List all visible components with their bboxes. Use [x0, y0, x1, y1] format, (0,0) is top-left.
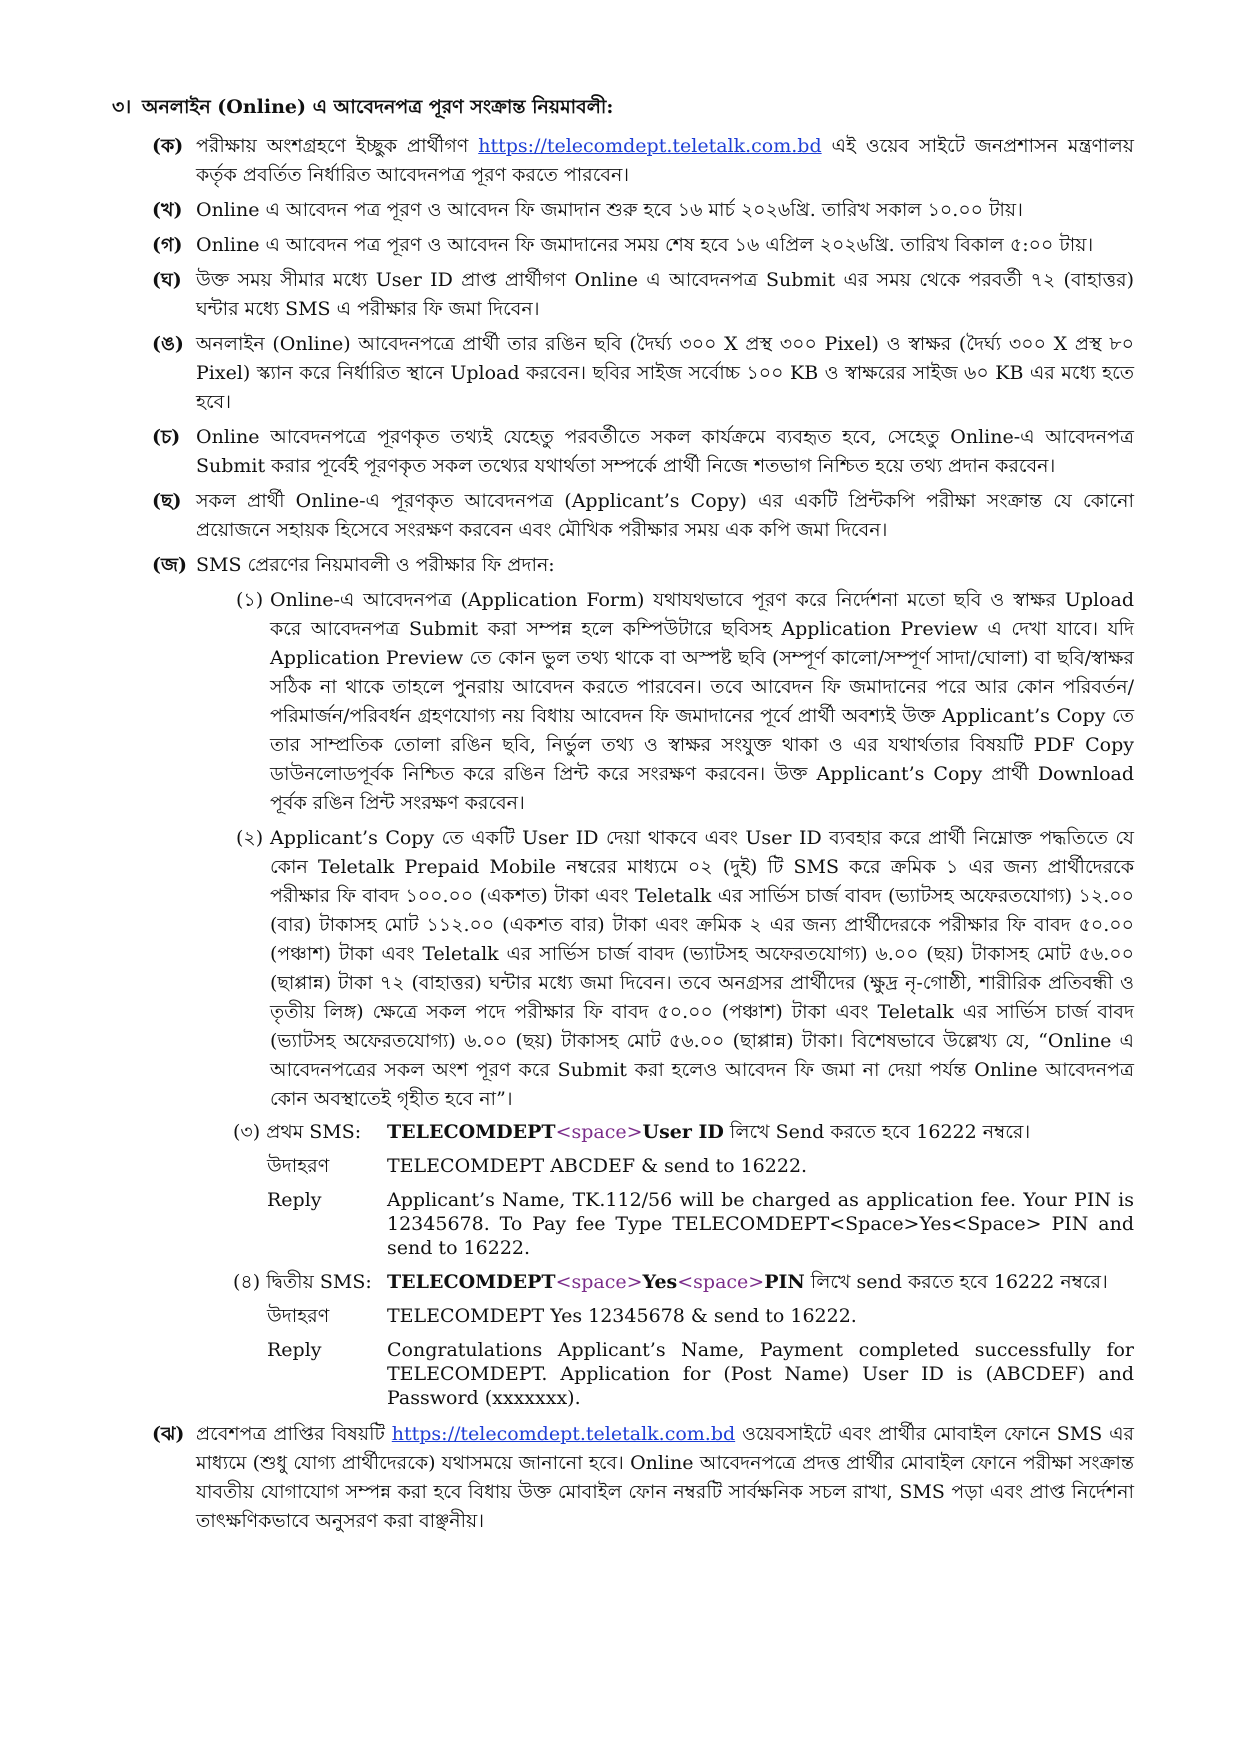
- sms-second-block: [233, 1270, 1134, 1410]
- sub-item-text: Online-এ আবেদনপত্র (Application Form) যথাযথভাবে পূরণ করে নির্দেশনা মতো ছবি ও স্বাক্ষর Upload করে আবেদনপত্র Submit করা সম্পন্ন হলে কম্পিউটারে ছবিসহ Application Preview এ দেখা যাবে। যদি Application Preview তে কোন ভুল তথ্য থাকে বা অস্পষ্ট ছবি (সম্পূর্ণ কালো/সম্পূর্ণ সাদা/ঘোলা) বা ছবি/স্বাক্ষর সঠিক না থাকে তাহলে পুনরায় আবেদন করতে পারবেন। তবে আবেদন ফি জমাদানের পরে আর কোন পরিবর্তন/পরিমার্জন/পরিবর্ধন গ্রহণযোগ্য নয় বিধায় আবেদন ফি জমাদানের পূর্বে প্রার্থী অবশ্যই উক্ত Applicant’s Copy তে তার সাম্প্রতিক তোলা রঙিন ছবি, নির্ভুল তথ্য ও স্বাক্ষর সংযুক্ত থাকা ও এর যথার্থতার বিষয়টি PDF Copy ডাউনলোডপূর্বক নিশ্চিত করে রঙিন প্রিন্ট করে সংরক্ষণ করবেন। উক্ত Applicant’s Copy প্রার্থী Download পূর্বক রঙিন প্রিন্ট সংরক্ষণ করবেন।: [270, 589, 1134, 814]
- item-text: উক্ত সময় সীমার মধ্যে User ID প্রাপ্ত প্রার্থীগণ Online এ আবেদনপত্র Submit এর সময় থেকে পরবর্তী ৭২ (বাহাত্তর) ঘন্টার মধ্যে SMS এ পরীক্ষার ফি জমা দিবেন।: [196, 269, 1134, 320]
- item-marker: (খ): [152, 199, 183, 221]
- list-item-jha: [112, 1420, 1134, 1536]
- sms-second-label: (৪) দ্বিতীয় SMS:: [233, 1271, 372, 1293]
- list-item-ka: [112, 132, 1134, 190]
- list-item-gha: [112, 266, 1134, 324]
- item-text: SMS প্রেরণের নিয়মাবলী ও পরীক্ষার ফি প্রদান:: [196, 554, 555, 576]
- list-item-kha: [112, 196, 1134, 225]
- list-item-chha: [112, 487, 1134, 545]
- sms-second-header: [233, 1270, 1134, 1294]
- reply-text: Congratulations Applicant’s Name, Payment completed successfully for TELECOMDEPT. Application for (Post Name) User ID is (ABCDEF) and Password (xxxxxxx).: [387, 1339, 1134, 1409]
- section-title: অনলাইন (Online) এ আবেদনপত্র পূরণ সংক্রান্ত নিয়মাবলী:: [142, 96, 614, 118]
- teletalk-link[interactable]: https://telecomdept.teletalk.com.bd: [478, 135, 822, 157]
- item-marker: (গ): [152, 234, 183, 256]
- example-text: TELECOMDEPT ABCDEF & send to 16222.: [387, 1155, 808, 1177]
- list-item-ja: [112, 551, 1134, 580]
- item-text: Online আবেদনপত্রে পূরণকৃত তথ্যই যেহেতু পরবর্তীতে সকল কার্যক্রমে ব্যবহৃত হবে, সেহেতু Online-এ আবেদনপত্র Submit করার পূর্বেই পূরণকৃত সকল তথ্যের যথার্থতা সম্পর্কে প্রার্থী নিজে শতভাগ নিশ্চিত হয়ে তথ্য প্রদান করবেন।: [196, 426, 1134, 477]
- item-text: Online এ আবেদন পত্র পূরণ ও আবেদন ফি জমাদানের সময় শেষ হবে ১৬ এপ্রিল ২০২৬খ্রি. তারিখ বিকাল ৫:০০ টায়।: [196, 234, 1094, 256]
- list-item-uma: [112, 330, 1134, 417]
- sub-item-2: [196, 824, 1134, 1114]
- sub-item-text: Applicant’s Copy তে একটি User ID দেয়া থাকবে এবং User ID ব্যবহার করে প্রার্থী নিম্নোক্ত পদ্ধতিতে যে কোন Teletalk Prepaid Mobile নম্বরের মাধ্যমে ০২ (দুই) টি SMS করে ক্রমিক ১ এর জন্য প্রার্থীদেরকে পরীক্ষার ফি বাবদ ১০০.০০ (একশত) টাকা এবং Teletalk এর সার্ভিস চার্জ বাবদ (ভ্যাটসহ অফেরতযোগ্য) ১২.০০ (বার) টাকাসহ মোট ১১২.০০ (একশত বার) টাকা এবং ক্রমিক ২ এর জন্য প্রার্থীদেরকে পরীক্ষার ফি বাবদ ৫০.০০ (পঞ্চাশ) টাকা এবং Teletalk এর সার্ভিস চার্জ বাবদ (ভ্যাটসহ অফেরতযোগ্য) ৬.০০ (ছয়) টাকাসহ মোট ৫৬.০০ (ছাপ্পান্ন) টাকা ৭২ (বাহাত্তর) ঘন্টার মধ্যে জমা দিবেন। তবে অনগ্রসর প্রার্থীদের (ক্ষুদ্র নৃ-গোষ্ঠী, শারীরিক প্রতিবন্ধী ও তৃতীয় লিঙ্গ) ক্ষেত্রে সকল পদে পরীক্ষার ফি বাবদ ৫০.০০ (পঞ্চাশ) টাকা এবং Teletalk এর সার্ভিস চার্জ বাবদ (ভ্যাটসহ অফেরতযোগ্য) ৬.০০ (ছয়) টাকাসহ মোট ৫৬.০০ (ছাপ্পান্ন) টাকা। বিশেষভাবে উল্লেখ্য যে, “Online এ আবেদনপত্রের সকল অংশ পূরণ করে Submit করা হলেও আবেদন ফি জমা না দেয়া পর্যন্ত Online আবেদনপত্র কোন অবস্থাতেই গৃহীত হবে না”।: [270, 827, 1134, 1110]
- item-text: পরীক্ষায় অংশগ্রহণে ইচ্ছুক প্রার্থীগণ https://telecomdept.teletalk.com.bd এই ওয়েব সাইটে জনপ্রশাসন মন্ত্রণালয় কর্তৃক প্রবর্তিত নির্ধারিত আবেদনপত্র পূরণ করতে পারবেন।: [196, 135, 1134, 186]
- reply-label: Reply: [267, 1189, 322, 1211]
- sub-item-marker: (১): [236, 589, 264, 611]
- sub-item-marker: (২): [236, 827, 264, 849]
- list-item-ga: [112, 231, 1134, 260]
- sms-first-example: [267, 1154, 1134, 1178]
- sms-first-label: (৩) প্রথম SMS:: [233, 1121, 362, 1143]
- sms-first-format: TELECOMDEPT<space>User ID লিখে Send করতে হবে 16222 নম্বরে।: [387, 1121, 1031, 1143]
- section-number: ৩।: [112, 96, 132, 118]
- sms-second-reply: [267, 1338, 1134, 1410]
- list-item-cha: [112, 423, 1134, 481]
- item-marker: (জ): [152, 554, 187, 576]
- sms-second-format: TELECOMDEPT<space>Yes<space>PIN লিখে send করতে হবে 16222 নম্বরে।: [387, 1271, 1108, 1293]
- sms-second-example: [267, 1304, 1134, 1328]
- item-text: সকল প্রার্থী Online-এ পূরণকৃত আবেদনপত্র (Applicant’s Copy) এর একটি প্রিন্টকপি পরীক্ষা সংক্রান্ত যে কোনো প্রয়োজনে সহায়ক হিসেবে সংরক্ষণ করবেন এবং মৌখিক পরীক্ষার সময় এক কপি জমা দিবেন।: [196, 490, 1134, 541]
- reply-label: Reply: [267, 1339, 322, 1361]
- item-marker: (ক): [152, 135, 184, 157]
- sms-first-block: [233, 1120, 1134, 1260]
- teletalk-link[interactable]: https://telecomdept.teletalk.com.bd: [391, 1423, 736, 1445]
- example-label: উদাহরণ: [267, 1305, 330, 1327]
- example-text: TELECOMDEPT Yes 12345678 & send to 16222.: [387, 1305, 857, 1327]
- item-text: Online এ আবেদন পত্র পূরণ ও আবেদন ফি জমাদান শুরু হবে ১৬ মার্চ ২০২৬খ্রি. তারিখ সকাল ১০.০০ টায়।: [196, 199, 1023, 221]
- item-marker: (ঙ): [152, 333, 184, 355]
- reply-text: Applicant’s Name, TK.112/56 will be charged as application fee. Your PIN is 12345678. To Pay fee Type TELECOMDEPT<Space>Yes<Space> PIN and send to 16222.: [387, 1189, 1134, 1259]
- item-marker: (চ): [152, 426, 181, 448]
- item-marker: (ছ): [152, 490, 182, 512]
- item-text: প্রবেশপত্র প্রাপ্তির বিষয়টি https://telecomdept.teletalk.com.bd ওয়েবসাইটে এবং প্রার্থীর মোবাইল ফোনে SMS এর মাধ্যমে (শুধু যোগ্য প্রার্থীদেরকে) যথাসময়ে জানানো হবে। Online আবেদনপত্রে প্রদত্ত প্রার্থীর মোবাইল ফোনে পরীক্ষা সংক্রান্ত যাবতীয় যোগাযোগ সম্পন্ন করা হবে বিধায় উক্ত মোবাইল ফোন নম্বরটি সার্বক্ষনিক সচল রাখা, SMS পড়া এবং প্রাপ্ত নির্দেশনা তাৎক্ষণিকভাবে অনুসরণ করা বাঞ্ছনীয়।: [196, 1423, 1134, 1532]
- item-text: অনলাইন (Online) আবেদনপত্রে প্রার্থী তার রঙিন ছবি (দৈর্ঘ্য ৩০০ X প্রস্থ ৩০০ Pixel) ও স্বাক্ষর (দৈর্ঘ্য ৩০০ X প্রস্থ ৮০ Pixel) স্ক্যান করে নির্ধারিত স্থানে Upload করবেন। ছবির সাইজ সর্বোচ্চ ১০০ KB ও স্বাক্ষরের সাইজ ৬০ KB এর মধ্যে হতে হবে।: [196, 333, 1134, 413]
- example-label: উদাহরণ: [267, 1155, 330, 1177]
- item-marker: (ঝ): [152, 1423, 185, 1445]
- item-marker: (ঘ): [152, 269, 182, 291]
- section-heading: [112, 92, 1134, 122]
- document-body: [112, 92, 1134, 1542]
- sms-first-reply: [267, 1188, 1134, 1260]
- sms-first-header: [233, 1120, 1134, 1144]
- sub-item-1: [196, 586, 1134, 818]
